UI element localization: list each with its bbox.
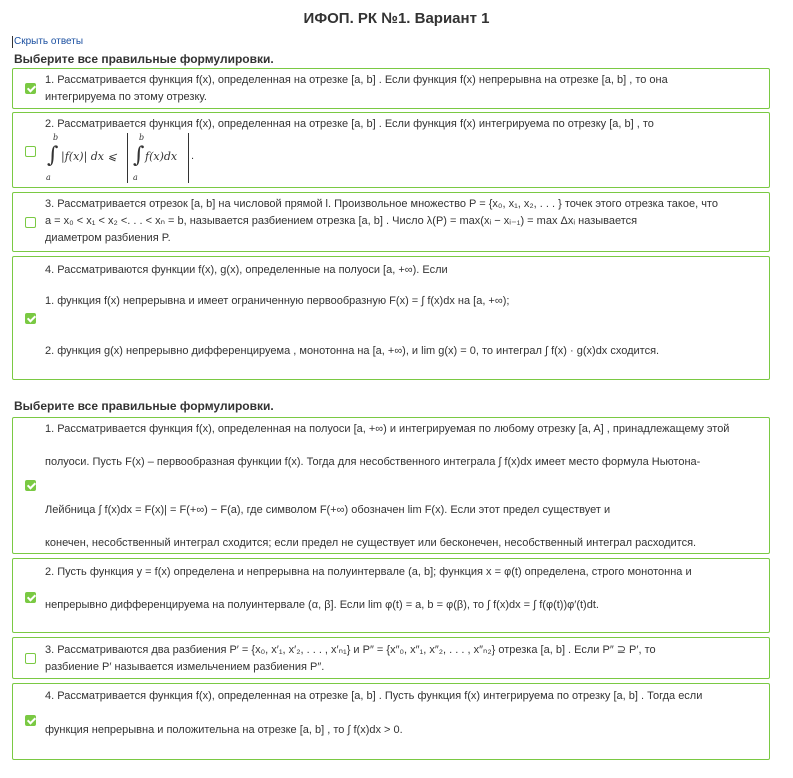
question-card: 2. Рассматривается функция f(x), определенная на отрезке [a, b] . Если функция f(x) интегрируема по отрезку [a, b] , то b ∫ a b ∫ a |f(x)| dx ⩽ f(x)dx . xyxy=(12,112,770,188)
question-card xyxy=(12,637,770,679)
question-text: 2. Пусть функция y = f(x) определена и непрерывна на полуинтервале (a, b]; функция x = φ(t) определена, строго монотонна и xyxy=(45,566,692,578)
question-text: полуоси. Пусть F(x) – первообразная функции f(x). Тогда для несобственного интеграла ∫ f(x)dx имеет место формула Ньютона- xyxy=(45,456,701,468)
question-text: 3. Рассматривается отрезок [a, b] на числовой прямой l. Произвольное множество P = {x₀, x₁, x₂, . . . } точек этого отрезка такое, что xyxy=(45,198,718,210)
question-card xyxy=(12,68,770,109)
answer-checkbox[interactable] xyxy=(25,480,36,491)
question-text: конечен, несобственный интеграл сходится; если предел не существует или бесконечен, несобственный интеграл расходится. xyxy=(45,537,697,549)
question-text: разбиение P′ называется измельчением разбиения P″. xyxy=(45,661,325,673)
question-text: 1. функция f(x) непрерывна и имеет ограниченную первообразную F(x) = ∫ f(x)dx на [a, +∞); xyxy=(45,295,510,307)
limit-label: b xyxy=(53,133,59,142)
question-text: диаметром разбиения P. xyxy=(45,232,171,244)
answer-checkbox[interactable] xyxy=(25,715,36,726)
question-text: 2. функция g(x) непрерывно дифференцируема , монотонна на [a, +∞), и lim g(x) = 0, то интеграл ∫ f(x) · g(x)dx сходится. xyxy=(45,345,660,357)
answer-checkbox[interactable] xyxy=(25,653,36,664)
integral-sign: ∫ xyxy=(47,143,59,168)
answer-checkbox[interactable] xyxy=(25,146,36,157)
answer-checkbox[interactable] xyxy=(25,217,36,228)
formula-text: |f(x)| dx ⩽ xyxy=(61,150,117,163)
question-text: 3. Рассматриваются два разбиения P′ = {x₀, x′₁, x′₂, . . . , x′ₙ₁} и P″ = {x″₀, x″₁, x″₂, . . . , x″ₙ₂} отрезка [a, b] . Если P″ ⊇ P′, то xyxy=(45,644,656,656)
answer-checkbox[interactable] xyxy=(25,83,36,94)
question-text: 1. Рассматривается функция f(x), определенная на полуоси [a, +∞) и интегрируемая по любому отрезку [a, A] , принадлежащему этой xyxy=(45,423,730,435)
question-card xyxy=(12,417,770,554)
question-card xyxy=(12,192,770,252)
section-heading: Выберите все правильные формулировки. xyxy=(14,399,274,413)
section-heading: Выберите все правильные формулировки. xyxy=(14,52,274,66)
question-text: интегрируема по этому отрезку. xyxy=(45,91,207,103)
toggle-answers-link[interactable]: Скрыть ответы xyxy=(14,36,84,47)
integral-sign: ∫ xyxy=(133,143,145,168)
formula-text: f(x)dx xyxy=(145,150,178,163)
question-text: 4. Рассматривается функция f(x), определенная на отрезке [a, b] . Пусть функция f(x) интегрируема по отрезку [a, b] . Тогда если xyxy=(45,690,703,702)
answer-checkbox[interactable] xyxy=(25,592,36,603)
question-card xyxy=(12,256,770,380)
question-text: Лейбница ∫ f(x)dx = F(x)| = F(+∞) − F(a), где символом F(+∞) обозначен lim F(x). Если этот предел существует и xyxy=(45,504,611,516)
question-text: 2. Рассматривается функция f(x), определенная на отрезке [a, b] . Если функция f(x) интегрируема по отрезку [a, b] , то xyxy=(45,118,654,130)
limit-label: a xyxy=(133,173,138,182)
abs-bar xyxy=(127,133,128,183)
question-card xyxy=(12,558,770,633)
question-text: непрерывно дифференцируема на полуинтервале (α, β]. Если lim φ(t) = a, b = φ(β), то ∫ f(x)dx = ∫ f(φ(t))φ′(t)dt. xyxy=(45,599,599,611)
question-text: a = x₀ < x₁ < x₂ <. . . < xₙ = b, называется разбиением отрезка [a, b] . Число λ(P) = max(xᵢ − xᵢ₋₁) = max Δxᵢ называется xyxy=(45,215,638,227)
page-title: ИФОП. РК №1. Вариант 1 xyxy=(303,10,490,27)
question-text: 1. Рассматривается функция f(x), определенная на отрезке [a, b] . Если функция f(x) непрерывна на отрезке [a, b] , то она xyxy=(45,74,668,86)
answer-checkbox[interactable] xyxy=(25,313,36,324)
question-card xyxy=(12,683,770,760)
question-text: функция непрерывна и положительна на отрезке [a, b] , то ∫ f(x)dx > 0. xyxy=(45,724,403,736)
question-text: 4. Рассматриваются функции f(x), g(x), определенные на полуоси [a, +∞). Если xyxy=(45,264,448,276)
limit-label: a xyxy=(46,173,51,182)
limit-label: b xyxy=(139,133,145,142)
abs-bar xyxy=(188,133,189,183)
